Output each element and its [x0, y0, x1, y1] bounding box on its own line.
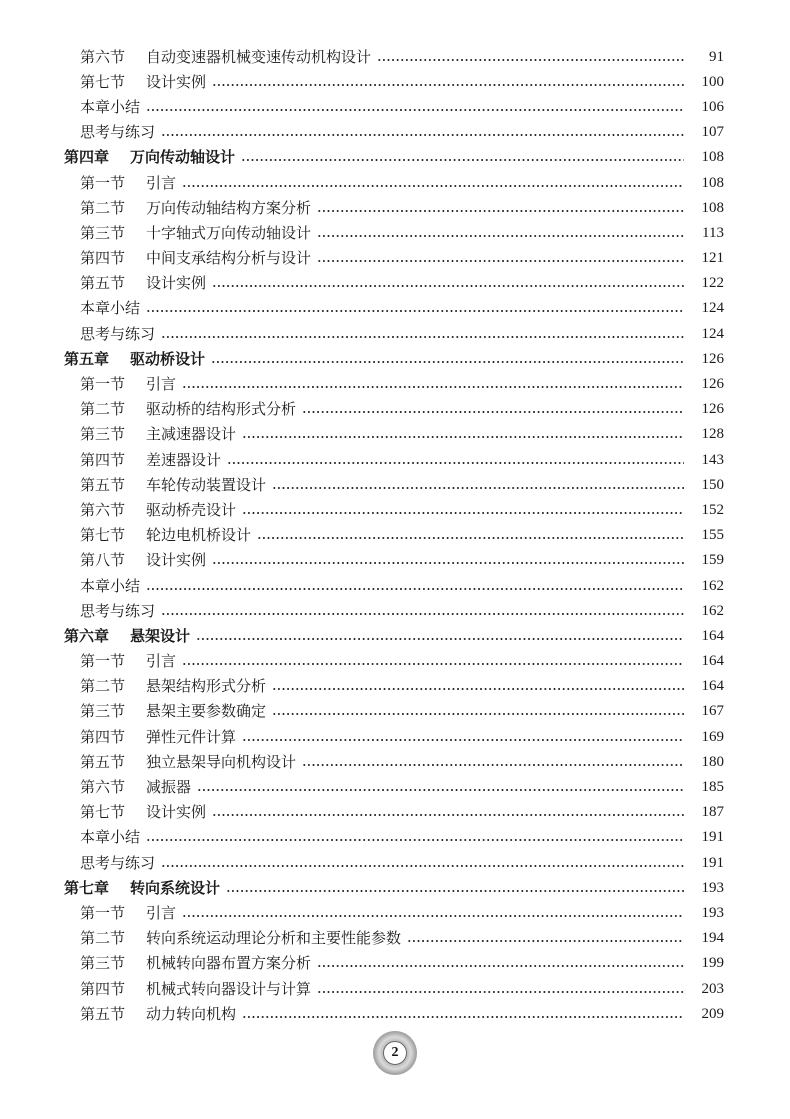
dot-leader [242, 1016, 684, 1018]
toc-entry-title: 万向传动轴设计 [130, 148, 236, 167]
dot-leader [182, 663, 684, 665]
toc-entry-page: 126 [701, 401, 724, 418]
toc-entry-page: 203 [701, 980, 724, 997]
toc-entry-page: 126 [701, 350, 724, 367]
toc-entry-page: 162 [701, 602, 724, 619]
toc-section-row[interactable] [0, 246, 790, 271]
dot-leader [317, 235, 684, 237]
toc-section-row[interactable] [0, 825, 790, 850]
dot-leader [272, 713, 684, 715]
toc-entry-number: 第四节 [80, 249, 126, 268]
toc-entry-number: 第七节 [80, 72, 126, 91]
toc-entry-page: 180 [701, 753, 724, 770]
toc-section-row[interactable] [0, 976, 790, 1001]
toc-entry-title: 驱动桥壳设计 [146, 500, 237, 519]
toc-entry-page: 187 [701, 804, 724, 821]
toc-entry-page: 193 [701, 879, 724, 896]
dot-leader [161, 336, 684, 338]
toc-entry-page: 124 [701, 300, 724, 317]
toc-section-row[interactable] [0, 951, 790, 976]
toc-entry-title: 万向传动轴结构方案分析 [146, 198, 312, 217]
toc-entry-page: 209 [701, 1005, 724, 1022]
toc-entry-page: 121 [701, 250, 724, 267]
page-number: 2 [383, 1041, 407, 1065]
toc-entry-page: 107 [701, 124, 724, 141]
toc-entry-title: 差速器设计 [146, 450, 222, 469]
dot-leader [182, 185, 684, 187]
toc-entry-number: 第七节 [80, 526, 126, 545]
dot-leader [212, 814, 684, 816]
toc-entry-number: 第五节 [80, 274, 126, 293]
toc-entry-page: 91 [709, 48, 724, 65]
toc-entry-title: 减振器 [146, 778, 192, 797]
toc-entry-page: 108 [701, 149, 724, 166]
toc-entry-page: 169 [701, 728, 724, 745]
dot-leader [212, 562, 684, 564]
toc-entry-page: 100 [701, 73, 724, 90]
toc-entry-title: 轮边电机桥设计 [146, 526, 252, 545]
dot-leader [161, 865, 684, 867]
toc-section-row[interactable] [0, 195, 790, 220]
toc-entry-page: 124 [701, 325, 724, 342]
toc-entry-number: 第一节 [80, 652, 126, 671]
toc-section-row[interactable] [0, 220, 790, 245]
toc-entry-title: 思考与练习 [80, 853, 156, 872]
toc-entry-number: 第七节 [80, 803, 126, 822]
toc-section-row[interactable] [0, 371, 790, 396]
dot-leader [377, 59, 684, 61]
dot-leader [211, 361, 684, 363]
toc-entry-page: 126 [701, 376, 724, 393]
toc-entry-title: 独立悬架导向机构设计 [146, 752, 297, 771]
dot-leader [242, 436, 684, 438]
toc-section-row[interactable] [0, 749, 790, 774]
toc-entry-number: 第二节 [80, 929, 126, 948]
toc-entry-title: 动力转向机构 [146, 1004, 237, 1023]
toc-entry-page: 152 [701, 501, 724, 518]
toc-entry-page: 164 [701, 678, 724, 695]
toc-entry-number: 第一节 [80, 375, 126, 394]
toc-entry-page: 128 [701, 426, 724, 443]
dot-leader [146, 109, 684, 111]
dot-leader [272, 487, 684, 489]
toc-entry-title: 设计实例 [146, 803, 207, 822]
toc-entry-page: 185 [701, 779, 724, 796]
toc-entry-number: 第五节 [80, 1004, 126, 1023]
toc-entry-number: 第四节 [80, 727, 126, 746]
toc-entry-page: 194 [701, 930, 724, 947]
toc-entry-page: 106 [701, 98, 724, 115]
toc-entry-number: 第三节 [80, 954, 126, 973]
toc-entry-title: 弹性元件计算 [146, 727, 237, 746]
toc-entry-page: 150 [701, 476, 724, 493]
toc-section-row[interactable] [0, 674, 790, 699]
toc-entry-title: 设计实例 [146, 274, 207, 293]
toc-entry-number: 第四节 [80, 450, 126, 469]
toc-entry-page: 113 [702, 224, 724, 241]
dot-leader [242, 512, 684, 514]
toc-section-row[interactable] [0, 44, 790, 69]
toc-entry-page: 191 [701, 854, 724, 871]
toc-entry-title: 机械式转向器设计与计算 [146, 979, 312, 998]
toc-entry-title: 悬架结构形式分析 [146, 677, 267, 696]
toc-chapter-row[interactable] [0, 346, 790, 371]
toc-entry-title: 自动变速器机械变速传动机构设计 [146, 47, 372, 66]
dot-leader [182, 386, 684, 388]
dot-leader [317, 965, 684, 967]
toc-entry-number: 第四节 [80, 979, 126, 998]
toc-entry-number: 第三节 [80, 425, 126, 444]
toc-entry-title: 本章小结 [80, 299, 141, 318]
toc-entry-title: 悬架设计 [130, 626, 191, 645]
toc-entry-title: 思考与练习 [80, 601, 156, 620]
toc-section-row[interactable] [0, 523, 790, 548]
toc-entry-title: 转向系统运动理论分析和主要性能参数 [146, 929, 402, 948]
toc-entry-number: 第六节 [80, 500, 126, 519]
toc-entry-title: 本章小结 [80, 576, 141, 595]
toc-entry-number: 第三节 [80, 702, 126, 721]
toc-entry-number: 第一节 [80, 173, 126, 192]
toc-entry-title: 本章小结 [80, 97, 141, 116]
toc-chapter-row[interactable] [0, 875, 790, 900]
toc-entry-title: 驱动桥设计 [130, 349, 206, 368]
toc-entry-page: 122 [701, 275, 724, 292]
toc-entry-number: 第六章 [64, 626, 110, 645]
toc-entry-title: 设计实例 [146, 72, 207, 91]
toc-entry-title: 思考与练习 [80, 324, 156, 343]
dot-leader [317, 210, 684, 212]
toc-section-row[interactable] [0, 296, 790, 321]
toc-entry-number: 第二节 [80, 677, 126, 696]
toc-entry-title: 转向系统设计 [130, 878, 221, 897]
toc-entry-number: 第五节 [80, 475, 126, 494]
toc-section-row[interactable] [0, 397, 790, 422]
toc-section-row[interactable] [0, 447, 790, 472]
toc-entry-number: 第二节 [80, 198, 126, 217]
toc-entry-number: 第七章 [64, 878, 110, 897]
toc-section-row[interactable] [0, 900, 790, 925]
toc-entry-page: 108 [701, 174, 724, 191]
dot-leader [146, 588, 684, 590]
dot-leader [272, 688, 684, 690]
toc-entry-title: 本章小结 [80, 828, 141, 847]
toc-entry-page: 159 [701, 552, 724, 569]
toc-section-row[interactable] [0, 472, 790, 497]
toc-entry-title: 车轮传动装置设计 [146, 475, 267, 494]
toc-section-row[interactable] [0, 170, 790, 195]
toc-section-row[interactable] [0, 548, 790, 573]
dot-leader [241, 159, 684, 161]
toc-entry-page: 155 [701, 527, 724, 544]
toc-entry-title: 设计实例 [146, 551, 207, 570]
toc-entry-title: 引言 [146, 375, 177, 394]
dot-leader [212, 285, 684, 287]
dot-leader [146, 310, 684, 312]
dot-leader [302, 411, 684, 413]
dot-leader [212, 84, 684, 86]
toc-entry-page: 164 [701, 653, 724, 670]
toc-section-row[interactable] [0, 271, 790, 296]
dot-leader [242, 739, 684, 741]
dot-leader [226, 890, 684, 892]
dot-leader [182, 915, 684, 917]
toc-entry-page: 167 [701, 703, 724, 720]
dot-leader [161, 613, 684, 615]
toc-entry-number: 第三节 [80, 223, 126, 242]
toc-section-row[interactable] [0, 800, 790, 825]
toc-entry-number: 第一节 [80, 903, 126, 922]
toc-entry-number: 第六节 [80, 47, 126, 66]
table-of-contents [0, 44, 790, 1026]
toc-chapter-row[interactable] [0, 623, 790, 648]
toc-entry-number: 第二节 [80, 400, 126, 419]
toc-section-row[interactable] [0, 724, 790, 749]
page-number-badge [373, 1031, 417, 1075]
dot-leader [227, 462, 684, 464]
toc-entry-page: 143 [701, 451, 724, 468]
dot-leader [197, 789, 684, 791]
dot-leader [407, 940, 684, 942]
toc-entry-title: 中间支承结构分析与设计 [146, 249, 312, 268]
dot-leader [302, 764, 684, 766]
toc-section-row[interactable] [0, 422, 790, 447]
toc-entry-number: 第五节 [80, 752, 126, 771]
toc-entry-page: 193 [701, 904, 724, 921]
toc-section-row[interactable] [0, 926, 790, 951]
toc-entry-title: 引言 [146, 903, 177, 922]
toc-entry-page: 162 [701, 577, 724, 594]
dot-leader [317, 260, 684, 262]
toc-entry-page: 199 [701, 955, 724, 972]
toc-entry-page: 108 [701, 199, 724, 216]
toc-section-row[interactable] [0, 649, 790, 674]
toc-section-row[interactable] [0, 774, 790, 799]
toc-entry-title: 思考与练习 [80, 123, 156, 142]
dot-leader [146, 839, 684, 841]
toc-section-row[interactable] [0, 850, 790, 875]
toc-section-row[interactable] [0, 120, 790, 145]
toc-entry-title: 主减速器设计 [146, 425, 237, 444]
toc-entry-title: 机械转向器布置方案分析 [146, 954, 312, 973]
toc-section-row[interactable] [0, 598, 790, 623]
toc-chapter-row[interactable] [0, 145, 790, 170]
toc-entry-number: 第八节 [80, 551, 126, 570]
toc-entry-number: 第四章 [64, 148, 110, 167]
dot-leader [317, 991, 684, 993]
toc-entry-number: 第五章 [64, 349, 110, 368]
toc-section-row[interactable] [0, 69, 790, 94]
dot-leader [196, 638, 684, 640]
toc-entry-page: 191 [701, 829, 724, 846]
toc-section-row[interactable] [0, 1001, 790, 1026]
toc-section-row[interactable] [0, 573, 790, 598]
toc-section-row[interactable] [0, 94, 790, 119]
toc-entry-title: 引言 [146, 652, 177, 671]
toc-section-row[interactable] [0, 321, 790, 346]
toc-section-row[interactable] [0, 497, 790, 522]
toc-section-row[interactable] [0, 699, 790, 724]
toc-entry-title: 引言 [146, 173, 177, 192]
toc-entry-number: 第六节 [80, 778, 126, 797]
toc-entry-title: 悬架主要参数确定 [146, 702, 267, 721]
dot-leader [257, 537, 684, 539]
toc-entry-title: 驱动桥的结构形式分析 [146, 400, 297, 419]
toc-entry-page: 164 [701, 627, 724, 644]
dot-leader [161, 134, 684, 136]
toc-entry-title: 十字轴式万向传动轴设计 [146, 223, 312, 242]
